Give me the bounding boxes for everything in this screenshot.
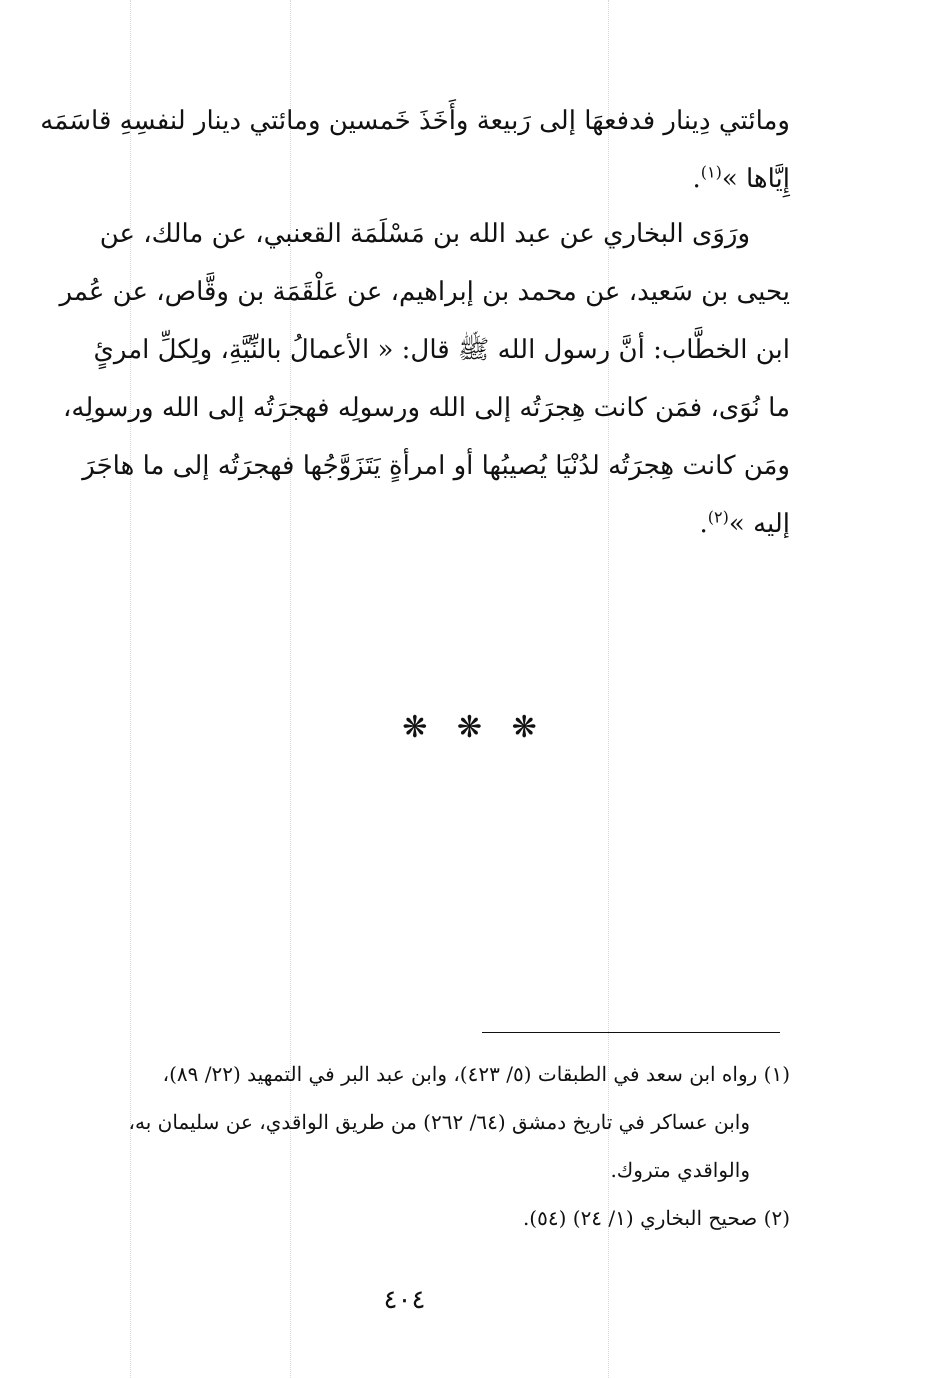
footnote-2 xyxy=(40,1194,790,1242)
paragraph-line: يحيى بن سَعيد، عن محمد بن إبراهيم، عن عَلْقَمَة بن وقَّاص، عن عُمر xyxy=(59,277,790,307)
footnote-divider xyxy=(482,1032,780,1033)
paragraph-1 xyxy=(40,92,790,208)
footnote-line: (٢) صحيح البخاري (١/ ٢٤) (٥٤). xyxy=(522,1206,790,1230)
paragraph-line-text: إليه » xyxy=(728,509,790,539)
paragraph-line: ما نُوَى، فمَن كانت هِجرَتُه إلى الله ورسولِه فهجرَتُه إلى الله ورسولِه، xyxy=(62,393,790,423)
main-text-2 xyxy=(50,205,790,553)
footnote-reference: (٢) xyxy=(707,507,729,527)
footnotes xyxy=(40,1050,790,1242)
footnote-1 xyxy=(40,1050,790,1194)
paragraph-line: ورَوَى البخاري عن عبد الله بن مَسْلَمَة القعنبي، عن مالك، عن xyxy=(99,219,750,249)
paragraph-line: ومائتي دِينار فدفعهَا إلى رَبيعة وأَخَذَ خَمسين ومائتي دينار لنفسِهِ قاسَمَه xyxy=(40,106,790,136)
footnote-line: وابن عساكر في تاريخ دمشق (٦٤/ ٢٦٢) من طريق الواقدي، عن سليمان به، xyxy=(128,1110,750,1134)
paragraph-line: ابن الخطَّاب: أنَّ رسول الله ﷺ قال: « الأعمالُ بالنِّيَّةِ، ولِكلِّ امرئٍ xyxy=(93,335,790,365)
paragraph-line-with-footnote xyxy=(50,150,790,208)
paragraph-line-with-footnote xyxy=(50,495,790,553)
footnote-reference: (١) xyxy=(700,162,722,182)
page-number: ٤٠٤ xyxy=(383,1285,426,1315)
sentence-end: . xyxy=(699,509,708,539)
section-separator: ❋ ❋ ❋ xyxy=(402,710,547,745)
footnote-line: والواقدي متروك. xyxy=(610,1158,750,1182)
main-text xyxy=(40,92,790,208)
footnote-line: (١) رواه ابن سعد في الطبقات (٥/ ٤٢٣)، وابن عبد البر في التمهيد (٢٢/ ٨٩)، xyxy=(162,1062,790,1086)
sentence-end: . xyxy=(692,164,701,194)
paragraph-line-text: إِيَّاها » xyxy=(721,164,790,194)
paragraph-2 xyxy=(50,205,790,553)
paragraph-line: ومَن كانت هِجرَتُه لدُنْيَا يُصيبُها أو امرأةٍ يَتَزَوَّجُها فهجرَتُه إلى ما هاجَرَ xyxy=(82,451,790,481)
